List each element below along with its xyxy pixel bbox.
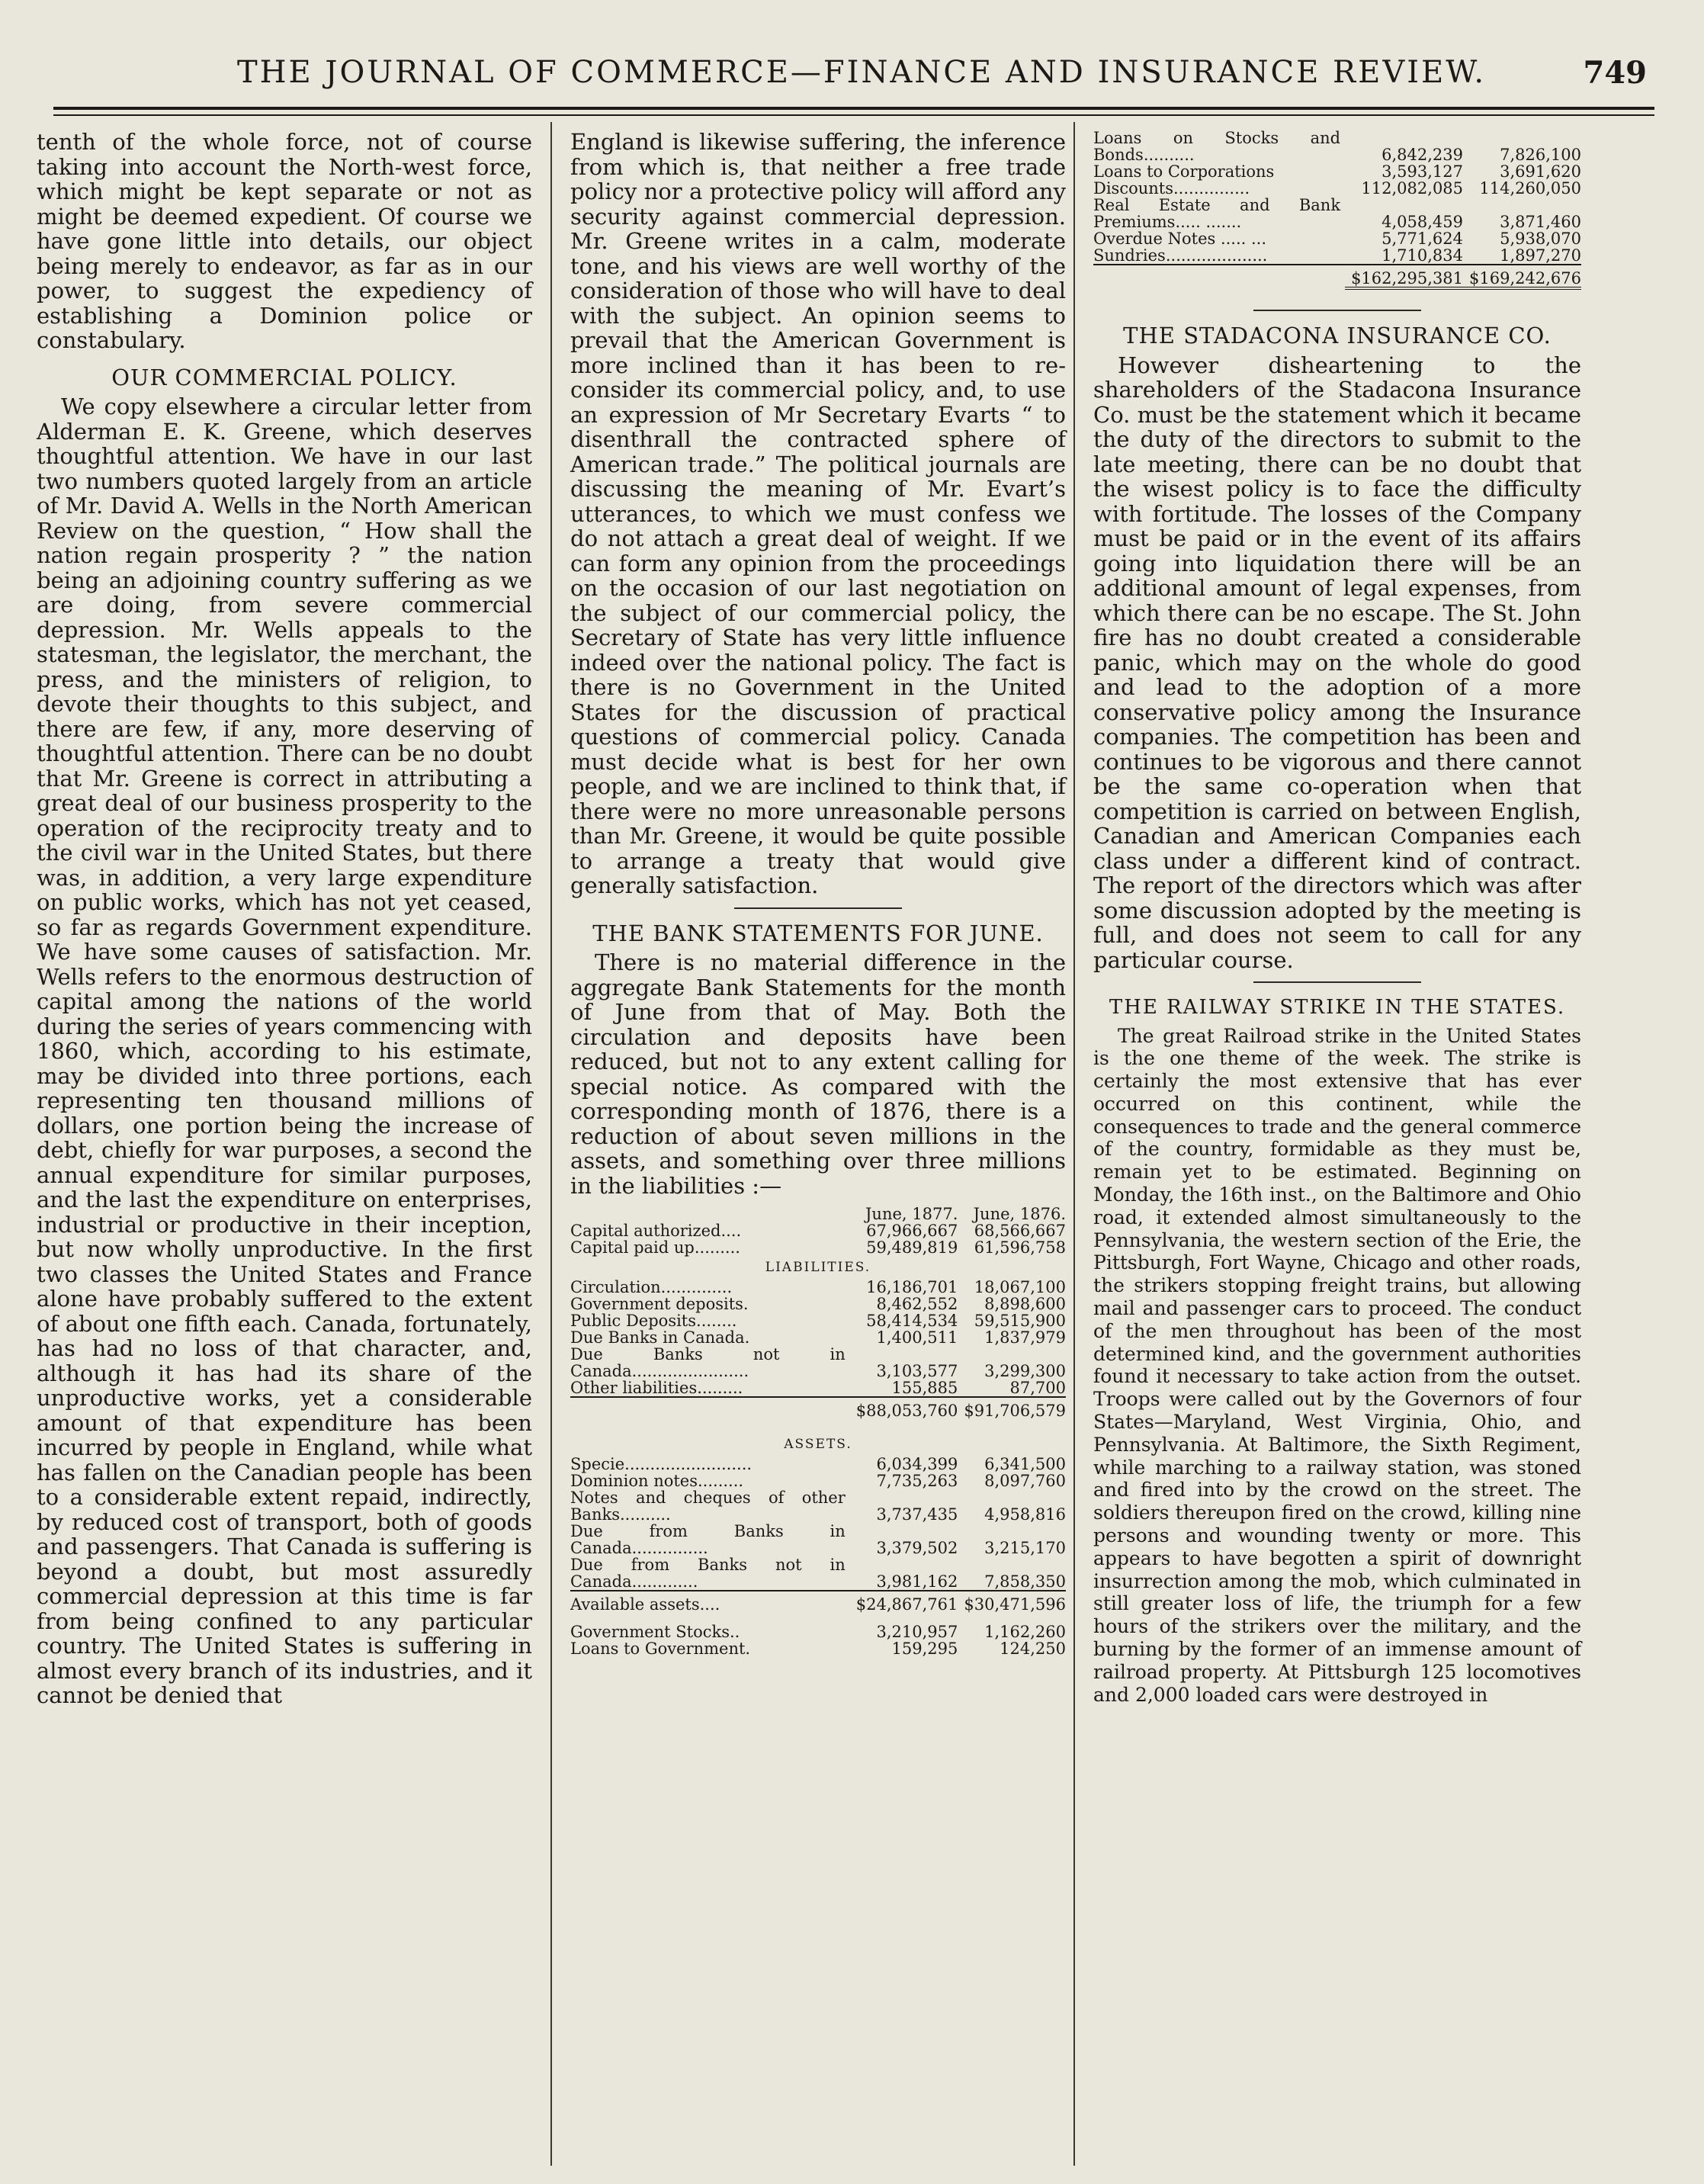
bank-statement-table [570, 1206, 1066, 1657]
value-1876: 1,162,260 [984, 1623, 1066, 1641]
row-label: Due from Banks not in Canada............. [570, 1556, 846, 1591]
value-1877: 155,885 [891, 1379, 958, 1397]
section-heading-bank-statements: THE BANK STATEMENTS FOR JUNE. [592, 920, 1044, 946]
table-row [570, 1556, 1066, 1591]
assets-total-1877: $162,295,381 [1345, 265, 1463, 288]
column-2 [570, 130, 1066, 1657]
value-1877: 3,103,577 [876, 1362, 958, 1380]
table-row [570, 1640, 1066, 1657]
table-row [1093, 247, 1581, 265]
value-1877: 3,981,162 [876, 1572, 958, 1591]
table-row [1093, 163, 1581, 180]
value-1877: 112,082,085 [1361, 179, 1464, 198]
value-1876: 3,691,620 [1500, 162, 1581, 181]
value-1876: 124,250 [1000, 1640, 1066, 1658]
value-1877: 1,710,834 [1381, 246, 1464, 265]
commercial-policy-text: We copy elsewhere a circular letter from Alderman E. K. Greene, which deserves thoughtful attention. We have in our last two numbers quoted largely from an article of Mr. David A. Wells in the North American Review on the question, “ How shall the nation regain prosperity ? ” the nation being an adjoining country suffering as we are doing, from severe commercial depression. Mr. Wells appeals to the statesman, the legislator, the merchant, the press, and the ministers of religion, to devote their thoughts to this subject, and there are few, if any, more deserving of thoughtful attention. There can be no doubt that Mr. Greene is correct in attributing a great deal of our business prosperity to the operation of the reciprocity treaty and to the civil war in the United States, but there was, in addition, a very large expenditure on public works, which has not yet ceased, so far as regards Government expenditure. We have some causes of satisfaction. Mr. Wells refers to the enormous destruction of capital among the nations of the world during the series of years commencing with 1860, which, according to his estimate, may be divided into three portions, each representing ten thousand millions of dollars, one portion being the increase of debt, chiefly for war purposes, a second the annual expenditure for similar purposes, and the last the expenditure on enterprises, industrial or productive in their inception, but now wholly unproductive. In the first two classes the United States and France alone have probably suffered to the extent of about one fifth each. Canada, fortunately, has had no loss of that character, and, although it has had its share of the unproductive works, yet a considerable amount of that expenditure has been incurred by people in England, while what has fallen on the Canadian people has been to a considerable extent repaid, indirectly, by reduced cost of transport, both of goods and passengers. That Canada is suffering is beyond a doubt, but most assuredly commercial depression at this time is far from being confined to any particular country. The United States is suffering in almost every branch of its industries, and it cannot be denied that [37, 393, 532, 1708]
table-row [1093, 180, 1581, 197]
section-heading-railway-strike: THE RAILWAY STRIKE IN THE STATES. [1109, 996, 1566, 1019]
row-label: Government deposits. [570, 1295, 749, 1313]
table-row [570, 1239, 1066, 1256]
value-1876: 7,858,350 [984, 1572, 1066, 1591]
page-number: 749 [1583, 55, 1647, 91]
row-label: Circulation.............. [570, 1278, 733, 1296]
intro-paragraph: tenth of the whole force, not of course taking into account the North-west force, which might be kept separate or not as might be deemed expedient. Of course we have gone little into details, our object being merely to endeavor, as far as in our power, to suggest the expediency of establishing a Dominion police or constabulary. [37, 129, 532, 353]
assets-total-row [1093, 265, 1581, 288]
table-row [570, 1624, 1066, 1640]
value-1876: 114,260,050 [1479, 179, 1581, 198]
section-divider [1253, 981, 1421, 983]
row-label: Dominion notes......... [570, 1472, 744, 1490]
available-assets-row [570, 1591, 1066, 1613]
column-header-1876: June, 1876. [973, 1205, 1066, 1223]
value-1877: 6,034,399 [876, 1455, 958, 1473]
value-1877: 6,842,239 [1381, 146, 1464, 164]
value-1877: 3,210,957 [876, 1623, 958, 1641]
table-row [570, 1379, 1066, 1397]
liabilities-total-1876: $91,706,579 [958, 1397, 1066, 1419]
column-divider [1073, 122, 1075, 2166]
available-assets-label: Available assets.... [570, 1591, 850, 1613]
row-label: Notes and cheques of other Banks.......... [570, 1489, 846, 1524]
row-label: Due from Banks in Canada............... [570, 1522, 846, 1557]
table-row [570, 1346, 1066, 1379]
value-1877: 59,489,819 [866, 1238, 958, 1257]
column-header-1877: June, 1877. [865, 1205, 958, 1223]
row-label: Loans on Stocks and Bonds.......... [1093, 129, 1341, 164]
value-1877: 16,186,701 [866, 1278, 958, 1296]
liabilities-total-row [570, 1397, 1066, 1419]
column-1 [37, 130, 532, 1708]
table-row [570, 1312, 1066, 1329]
row-label: Capital paid up......... [570, 1238, 740, 1257]
row-label: Other liabilities......... [570, 1379, 743, 1397]
column-3 [1093, 130, 1581, 1706]
row-label: Loans to Government. [570, 1640, 751, 1658]
assets-total-1876: $169,242,676 [1463, 265, 1581, 288]
liabilities-total-1877: $88,053,760 [850, 1397, 958, 1419]
row-label: Sundries.................... [1093, 246, 1268, 265]
section-divider [734, 907, 902, 909]
value-1876: 61,596,758 [974, 1238, 1066, 1257]
value-1877: 3,593,127 [1381, 162, 1464, 181]
table-row [570, 1456, 1066, 1473]
value-1877: 1,400,511 [876, 1328, 958, 1347]
bank-statement-table-continued [1093, 130, 1581, 290]
value-1876: 8,898,600 [984, 1295, 1066, 1313]
value-1877: 67,966,667 [866, 1222, 958, 1240]
value-1876: 59,515,900 [974, 1312, 1066, 1330]
value-1876: 3,299,300 [984, 1362, 1066, 1380]
row-label: Real Estate and Bank Premiums..... ....... [1093, 196, 1341, 231]
value-1876: 68,566,667 [974, 1222, 1066, 1240]
journal-title: THE JOURNAL OF COMMERCE—FINANCE AND INSURANCE REVIEW. [236, 55, 1487, 90]
table-row [570, 1279, 1066, 1296]
value-1876: 3,871,460 [1500, 213, 1581, 231]
page-header [69, 55, 1654, 101]
value-1876: 87,700 [1009, 1379, 1066, 1397]
liabilities-label: LIABILITIES. [765, 1260, 871, 1275]
table-row [570, 1296, 1066, 1312]
row-label: Due Banks not in Canada....................... [570, 1345, 846, 1380]
column-divider [550, 122, 552, 2166]
header-rule [53, 107, 1654, 110]
table-row [570, 1489, 1066, 1523]
value-1877: 3,379,502 [876, 1539, 958, 1557]
stadacona-text: However disheartening to the shareholders of the Stadacona Insurance Co. must be the statement which it became the duty of the directors to submit to the late meeting, there can be no doubt that the wisest policy is to face the difficulty with fortitude. The losses of the Company must be paid or in the event of its affairs going into liquidation there will be an additional amount of legal expenses, from which there can be no escape. The St. John fire has no doubt created a considerable panic, which may on the whole do good and lead to the adoption of a more conservative policy among the Insurance companies. The competition has been and continues to be vigorous and there cannot be the same co-operation when that competition is carried on between English, Canadian and American Companies each class under a different kind of contract. The report of the directors which was after some discussion adopted by the meeting is full, and does not seem to call for any particular course. [1093, 352, 1581, 973]
section-heading-commercial-policy: OUR COMMERCIAL POLICY. [111, 364, 457, 390]
row-label: Capital authorized.... [570, 1222, 742, 1240]
value-1876: 18,067,100 [974, 1278, 1066, 1296]
table-row [1093, 197, 1581, 230]
value-1876: 1,837,979 [984, 1328, 1066, 1347]
row-label: Due Banks in Canada. [570, 1328, 750, 1347]
available-assets-1877: $24,867,761 [850, 1591, 958, 1613]
table-header-row [570, 1206, 1066, 1222]
value-1876: 3,215,170 [984, 1539, 1066, 1557]
header-rule-thin [53, 114, 1654, 116]
row-label: Government Stocks.. [570, 1623, 740, 1641]
available-assets-1876: $30,471,596 [958, 1591, 1066, 1613]
value-1877: 7,735,263 [876, 1472, 958, 1490]
railway-strike-text: The great Railroad strike in the United States is the one theme of the week. The strike is certainly the most extensive that has ever occurred on this continent, while the consequences to trade and the general commerce of the country, formidable as they must be, remain yet to be estimated. Beginning on Monday, the 16th inst., on the Baltimore and Ohio road, it extended almost simultaneously to the Pennsylvania, the western section of the Erie, the Pittsburgh, Fort Wayne, Chicago and other roads, the strikers stopping freight trains, but allowing mail and passenger cars to proceed. The conduct of the men throughout has been of the most determined kind, and the government authorities found it necessary to take action from the outset. Troops were called out by the Governors of four States—Maryland, West Virginia, Ohio, and Pennsylvania. At Baltimore, the Sixth Regiment, while marching to a railway station, was stoned and fired into by the crowd on the street. The soldiers thereupon fired on the crowd, killing nine persons and wounding twenty or more. This appears to have begotten a spirit of downright insurrection among the mob, which culminated in still greater loss of life, the triumph for a few hours of the strikers over the military, and the burning by the former of an immense amount of railroad property. At Pittsburgh 125 locomotives and 2,000 loaded cars were destroyed in [1093, 1024, 1581, 1706]
row-label: Specie......................... [570, 1455, 753, 1473]
value-1876: 4,958,816 [984, 1505, 1066, 1524]
row-label: Loans to Corporations [1093, 162, 1275, 181]
table-row [570, 1473, 1066, 1489]
section-heading-stadacona: THE STADACONA INSURANCE CO. [1123, 323, 1552, 348]
value-1877: 5,771,624 [1381, 230, 1464, 248]
value-1877: 58,414,534 [866, 1312, 958, 1330]
commercial-policy-continued: England is likewise suffering, the inference from which is, that neither a free trade policy nor a protective policy will afford any security against commercial depression. Mr. Greene writes in a calm, moderate tone, and his views are well worthy of the consideration of those who will have to deal with the subject. An opinion seems to prevail that the American Government is more inclined than it has been to re-consider its commercial policy, and, to use an expression of Mr Secretary Evarts “ to disenthrall the contracted sphere of American trade.” The political journals are discussing the meaning of Mr. Evart’s utterances, to which we must confess we do not attach a great deal of weight. If we can form any opinion from the proceedings on the occasion of our last negotiation on the subject of our commercial policy, the Secretary of State has very little influence indeed over the national policy. The fact is there is no Government in the United States for the discussion of practical questions of commercial policy. Canada must decide what is best for her own people, and we are inclined to think that, if there were no more unreasonable persons than Mr. Greene, it would be quite possible to arrange a treaty that would give generally satisfaction. [570, 129, 1066, 898]
value-1877: 8,462,552 [876, 1295, 958, 1313]
table-row [570, 1329, 1066, 1346]
table-row [570, 1523, 1066, 1556]
value-1876: 1,897,270 [1500, 246, 1581, 265]
row-label: Discounts............... [1093, 179, 1250, 198]
section-divider [1253, 310, 1421, 311]
value-1876: 8,097,760 [984, 1472, 1066, 1490]
value-1876: 5,938,070 [1500, 230, 1581, 248]
value-1876: 6,341,500 [984, 1455, 1066, 1473]
row-label: Overdue Notes ..... ... [1093, 230, 1267, 248]
row-label: Public Deposits........ [570, 1312, 737, 1330]
table-row [1093, 230, 1581, 247]
value-1876: 7,826,100 [1500, 146, 1581, 164]
assets-label: ASSETS. [784, 1437, 852, 1452]
value-1877: 159,295 [891, 1640, 958, 1658]
value-1877: 4,058,459 [1381, 213, 1464, 231]
value-1877: 3,737,435 [876, 1505, 958, 1524]
table-row [1093, 130, 1581, 163]
bank-statements-text: There is no material difference in the aggregate Bank Statements for the month of June from that of May. Both the circulation and deposits have been reduced, but not to any extent calling for special notice. As compared with the corresponding month of 1876, there is a reduction of about seven millions in the assets, and something over three millions in the liabilities :— [570, 949, 1066, 1199]
table-row [570, 1222, 1066, 1239]
